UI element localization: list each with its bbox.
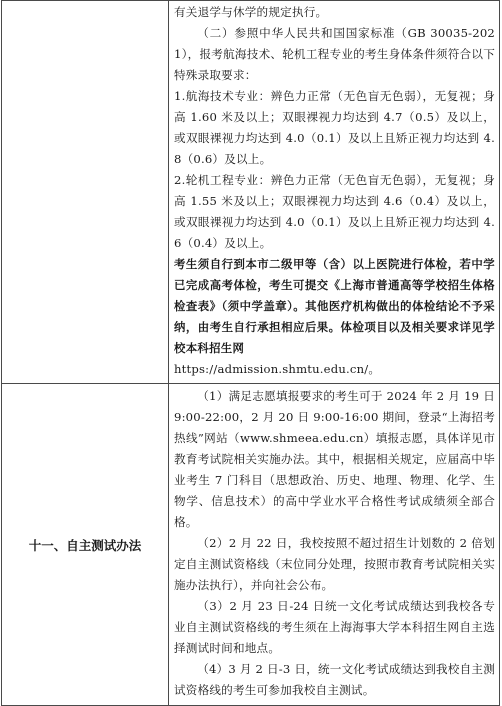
marine-engineering-requirement: 2.轮机工程专业：辨色力正常（无色盲无色弱），无复视；身高 1.55 米及以上；双眼裸视力均达到 4.6（0.4）及以上，或双眼裸视力均达到 4.0（0.1）及以上且矫正视力均达到 4.6（0.4）及以上。 bbox=[174, 173, 495, 250]
physical-requirements-cell bbox=[169, 1, 500, 384]
self-test-step-2: （2）2 月 22 日，我校按照不超过招生计划数的 2 倍划定自主测试资格线（末位同分处理，按照市教育考试院相关实施办法执行），并向社会公布。 bbox=[174, 536, 495, 592]
self-test-label: 十一、自主测试办法 bbox=[2, 384, 169, 706]
table-row-physical-requirements bbox=[2, 1, 500, 384]
nautical-requirement: 1.航海技术专业：辨色力正常（无色盲无色弱），无复视；身高 1.60 米及以上；双眼裸视力均达到 4.7（0.5）及以上，或双眼裸视力均达到 4.0（0.1）及以上且矫正视力均达到 4.8（0.6）及以上。 bbox=[174, 89, 495, 166]
self-test-cell bbox=[169, 384, 500, 706]
self-test-step-1: （1）满足志愿填报要求的考生可于 2024 年 2 月 19 日 9:00-22:00，2 月 20 日 9:00-16:00 期间，登录“上海招考热线”网站（www.shmeea.edu.cn）填报志愿，具体详见市教育考试院相关实施办法。其中，根据相关规定，应届高中毕业考生 7 门科目（思想政治、历史、地理、物理、化学、生物学、信息技术）的高中学业水平合格性考试成绩须全部合格。 bbox=[174, 389, 495, 529]
admission-table bbox=[1, 0, 500, 706]
self-test-step-4: （4）3 月 2 日-3 日，统一文化考试成绩达到我校自主测试资格线的考生可参加我校自主测试。 bbox=[174, 662, 495, 697]
admission-url: https://admission.shmtu.edu.cn/。 bbox=[174, 362, 381, 376]
standard-paragraph: （二）参照中华人民共和国国家标准（GB 30035-2021），报考航海技术、轮机工程专业的考生身体条件须符合以下特殊录取要求： bbox=[174, 26, 495, 82]
continuation-text: 有关退学与休学的规定执行。 bbox=[174, 5, 328, 19]
medical-exam-note: 考生须自行到本市二级甲等（含）以上医院进行体检，若中学已完成高考体检，考生可提交《上海市普通高等学校招生体格检查表》（须中学盖章）。其他医疗机构做出的体检结论不予采纳，由考生自行承担相应后果。体检项目以及相关要求详见学校本科招生网 bbox=[174, 257, 495, 355]
row-label-empty bbox=[2, 1, 169, 384]
table-row-self-test bbox=[2, 384, 500, 706]
self-test-step-3: （3）2 月 23 日-24 日统一文化考试成绩达到我校各专业自主测试资格线的考生须在上海海事大学本科招生网自主选择测试时间和地点。 bbox=[174, 599, 495, 655]
